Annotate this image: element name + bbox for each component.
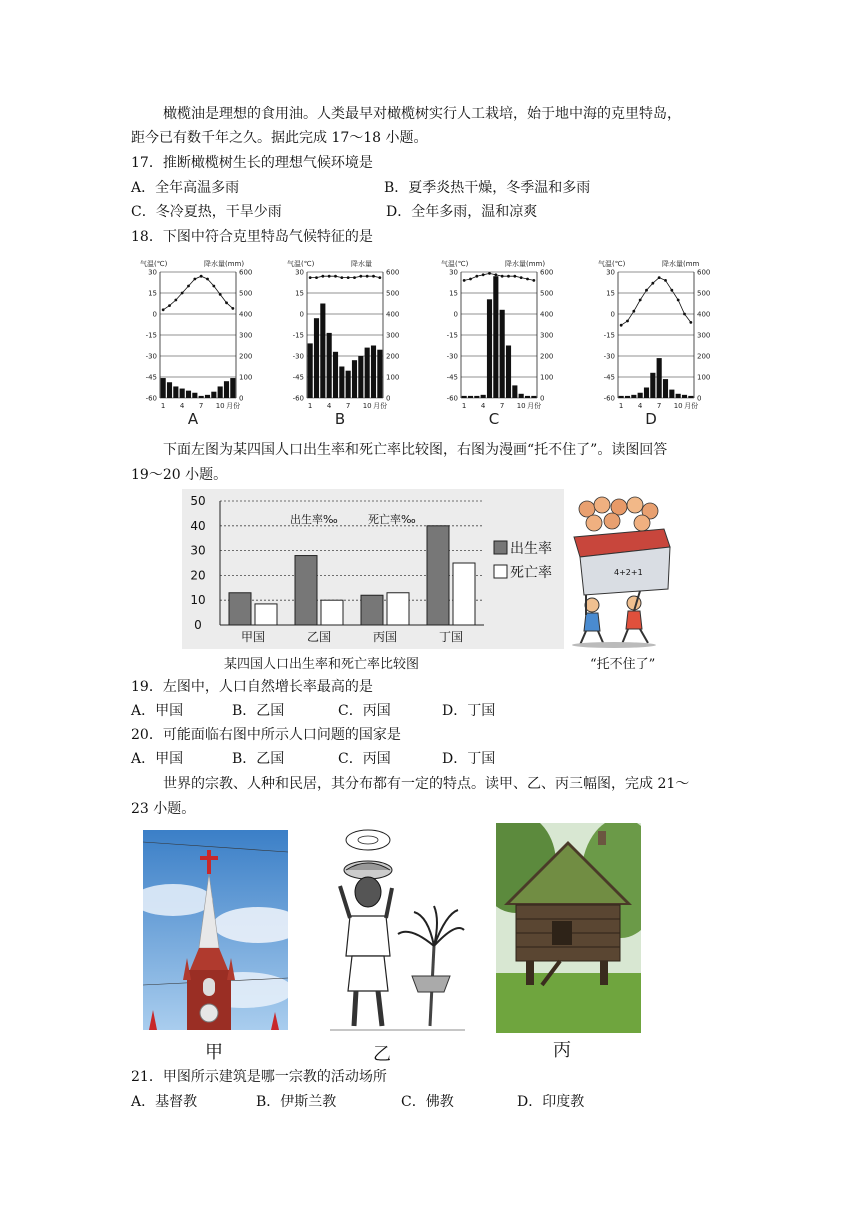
q19-stem: 19．左图中，人口自然增长率最高的是 — [131, 679, 373, 695]
precip-bar — [638, 393, 643, 398]
precip-tick: 300 — [697, 331, 711, 340]
photo-label-bing: 丙 — [553, 1040, 571, 1061]
precip-tick: 600 — [386, 268, 400, 277]
q21-option-b[interactable]: B．伊斯兰教 — [256, 1094, 337, 1110]
precip-bar — [333, 352, 338, 398]
temp-tick: -15 — [603, 331, 615, 340]
q20-option-d[interactable]: D．丁国 — [442, 751, 496, 767]
intro-19-20-line1: 下面左图为某四国人口出生率和死亡率比较图，右图为漫画“托不住了”。读图回答 — [163, 442, 668, 458]
temp-tick: 15 — [606, 289, 615, 298]
inline-label: 死亡率‰ — [368, 513, 416, 526]
month-tick: 1 — [160, 402, 166, 410]
intro-19-20-line2: 19～20 小题。 — [131, 467, 228, 483]
x-tick: 丙国 — [372, 630, 398, 644]
precip-tick: 600 — [697, 268, 711, 277]
precip-tick: 100 — [386, 373, 400, 382]
precip-tick: 600 — [239, 268, 253, 277]
precip-bar — [487, 299, 492, 398]
temp-tick: -15 — [145, 331, 157, 340]
month-unit: 月份 — [527, 402, 542, 410]
temp-tick: -30 — [603, 352, 615, 361]
overloaded-family-cartoon — [564, 489, 680, 649]
month-tick: 10 — [673, 402, 683, 410]
precip-bar — [525, 396, 530, 398]
intro-21-23-line1: 世界的宗教、人种和民居，其分布都有一定的特点。读甲、乙、丙三幅图，完成 21～ — [163, 776, 690, 792]
q18-stem: 18．下图中符合克里特岛气候特征的是 — [131, 229, 373, 245]
population-chart-panel — [182, 489, 680, 649]
temp-tick: -60 — [446, 394, 458, 403]
carrier-body — [584, 613, 600, 631]
temp-tick: -45 — [446, 373, 458, 382]
precip-bar — [320, 304, 325, 399]
precip-axis-label: 降水量(mm — [662, 260, 700, 268]
precip-bar — [663, 379, 668, 398]
q17-option-a[interactable]: A．全年高温多雨 — [131, 180, 240, 196]
precip-bar — [346, 371, 351, 398]
precip-tick: 300 — [540, 331, 554, 340]
precip-bar — [474, 396, 479, 398]
precip-bar — [531, 396, 536, 398]
q19-option-c[interactable]: C．丙国 — [338, 703, 391, 719]
q17-option-c[interactable]: C．冬冷夏热，干旱少雨 — [131, 204, 282, 220]
precip-bar — [625, 396, 630, 398]
intro-21-23-line2: 23 小题。 — [131, 801, 196, 817]
q20-option-c[interactable]: C．丙国 — [338, 751, 391, 767]
legend-label: 出生率 — [510, 541, 552, 557]
precip-tick: 500 — [386, 289, 400, 298]
precip-tick: 400 — [540, 310, 554, 319]
temp-tick: 30 — [295, 268, 304, 277]
month-tick: 4 — [179, 402, 185, 410]
y-tick: 30 — [190, 543, 206, 558]
month-tick: 10 — [362, 402, 372, 410]
month-tick: 10 — [215, 402, 225, 410]
family-head — [594, 497, 610, 513]
precip-bar — [161, 378, 166, 398]
month-tick: 7 — [345, 402, 351, 410]
precip-bar — [669, 390, 674, 398]
precip-bar — [468, 396, 473, 398]
african-woman-sketch — [330, 826, 465, 1036]
precip-tick: 500 — [697, 289, 711, 298]
precip-tick: 100 — [540, 373, 554, 382]
temp-tick: -15 — [292, 331, 304, 340]
precip-bar — [371, 346, 376, 399]
temp-tick: 30 — [148, 268, 157, 277]
q19-option-b[interactable]: B．乙国 — [232, 703, 285, 719]
precip-bar — [224, 381, 229, 398]
death-rate-bar — [453, 563, 475, 625]
precip-tick: 400 — [386, 310, 400, 319]
precip-bar — [462, 396, 467, 398]
carrier-body — [626, 611, 642, 629]
q20-option-b[interactable]: B．乙国 — [232, 751, 285, 767]
precip-tick: 400 — [239, 310, 253, 319]
x-tick: 乙国 — [306, 630, 332, 644]
temp-tick: -60 — [292, 394, 304, 403]
y-tick: 10 — [190, 593, 206, 608]
temp-tick: -45 — [145, 373, 157, 382]
month-tick: 7 — [656, 402, 662, 410]
q19-option-a[interactable]: A．甲国 — [131, 703, 184, 719]
precip-bar — [205, 395, 210, 398]
temp-tick: -30 — [145, 352, 157, 361]
month-tick: 4 — [480, 402, 486, 410]
precip-tick: 300 — [239, 331, 253, 340]
family-head — [634, 515, 650, 531]
precip-bar — [186, 391, 191, 398]
pop-chart-caption: 某四国人口出生率和死亡率比较图 — [224, 657, 420, 672]
precip-bar — [180, 389, 185, 398]
temp-tick: -30 — [446, 352, 458, 361]
precip-bar — [500, 310, 505, 398]
church-photo — [143, 830, 288, 1030]
precip-bar — [481, 395, 486, 398]
temp-line — [464, 273, 534, 280]
legend-swatch — [494, 565, 507, 578]
temp-tick: 15 — [449, 289, 458, 298]
y-tick: 20 — [190, 568, 206, 583]
precip-tick: 100 — [697, 373, 711, 382]
precip-tick: 500 — [540, 289, 554, 298]
temp-tick: -45 — [603, 373, 615, 382]
precip-axis-label: 降水量(mm) — [204, 260, 245, 268]
q21-stem: 21．甲图所示建筑是哪一宗教的活动场所 — [131, 1069, 387, 1085]
month-tick: 4 — [637, 402, 643, 410]
precip-bar — [365, 348, 370, 398]
precip-bar — [377, 350, 382, 398]
month-unit: 月份 — [373, 402, 388, 410]
precip-tick: 0 — [697, 394, 702, 403]
precip-bar — [619, 396, 624, 398]
temp-tick: 0 — [453, 310, 458, 319]
precip-bar — [192, 393, 197, 398]
temp-tick: 0 — [299, 310, 304, 319]
temp-tick: -60 — [145, 394, 157, 403]
precip-bar — [631, 395, 636, 398]
precip-bar — [327, 333, 332, 398]
month-unit: 月份 — [226, 402, 241, 410]
temp-tick: 30 — [449, 268, 458, 277]
precip-bar — [167, 382, 172, 398]
precip-bar — [650, 373, 655, 398]
precip-bar — [688, 396, 693, 398]
family-head — [611, 499, 627, 515]
q17-option-d[interactable]: D．全年多雨，温和凉爽 — [386, 204, 538, 220]
q19-option-d[interactable]: D．丁国 — [442, 703, 496, 719]
q21-option-c[interactable]: C．佛教 — [401, 1094, 454, 1110]
precip-bar — [358, 356, 363, 398]
y-tick: 0 — [194, 618, 202, 632]
q17-stem: 17．推断橄榄树生长的理想气候环境是 — [131, 155, 373, 171]
precip-bar — [230, 378, 235, 398]
precip-bar — [199, 396, 204, 398]
month-tick: 1 — [461, 402, 467, 410]
chart-letter: B — [334, 410, 346, 428]
temp-tick: 30 — [606, 268, 615, 277]
y-tick: 50 — [190, 494, 206, 508]
legend-label: 死亡率 — [510, 565, 552, 581]
chart-letter: A — [187, 410, 199, 428]
legend-swatch — [494, 541, 507, 554]
precip-tick: 600 — [540, 268, 554, 277]
temp-axis-label: 气温(℃) — [598, 260, 626, 268]
temp-axis-label: 气温(℃) — [287, 260, 315, 268]
carrier-head — [585, 598, 599, 612]
precip-bar — [657, 358, 662, 398]
chart-letter: D — [645, 410, 657, 428]
temp-tick: -15 — [446, 331, 458, 340]
q21-option-d[interactable]: D．印度教 — [517, 1094, 585, 1110]
chart-letter: C — [488, 410, 500, 428]
cartoon-sign: 4+2+1 — [614, 568, 643, 577]
precip-axis-label: 降水量 — [351, 260, 372, 268]
intro-17-18-line1: 橄榄油是理想的食用油。人类最早对橄榄树实行人工栽培，始于地中海的克里特岛， — [163, 106, 681, 122]
precip-tick: 300 — [386, 331, 400, 340]
cartoon-caption: “托不住了” — [590, 657, 656, 672]
q20-stem: 20．可能面临右图中所示人口问题的国家是 — [131, 727, 401, 743]
precip-tick: 200 — [239, 352, 253, 361]
climate-chart-c[interactable] — [439, 258, 589, 430]
climate-chart-b[interactable] — [285, 258, 435, 430]
temp-line — [310, 276, 380, 277]
population-bar-chart — [182, 489, 680, 649]
precip-tick: 0 — [239, 394, 244, 403]
death-rate-bar — [255, 604, 277, 625]
precip-bar — [506, 346, 511, 399]
x-tick: 丁国 — [438, 630, 464, 644]
q17-option-b[interactable]: B．夏季炎热干燥，冬季温和多雨 — [384, 180, 591, 196]
temp-tick: 15 — [148, 289, 157, 298]
wooden-house-photo — [496, 823, 641, 1033]
precip-tick: 200 — [697, 352, 711, 361]
month-tick: 7 — [499, 402, 505, 410]
precip-bar — [339, 367, 344, 399]
month-tick: 1 — [307, 402, 313, 410]
precip-tick: 400 — [697, 310, 711, 319]
precip-bar — [493, 276, 498, 398]
precip-bar — [314, 318, 319, 398]
temp-tick: 0 — [152, 310, 157, 319]
month-tick: 1 — [618, 402, 624, 410]
precip-bar — [211, 392, 216, 398]
climate-chart-d[interactable] — [596, 258, 746, 430]
x-tick: 甲国 — [240, 630, 266, 644]
precip-tick: 500 — [239, 289, 253, 298]
precip-bar — [519, 394, 524, 398]
family-head — [586, 515, 602, 531]
precip-bar — [512, 385, 517, 398]
precip-bar — [173, 386, 178, 398]
q21-option-a[interactable]: A．基督教 — [131, 1094, 198, 1110]
precip-bar — [676, 394, 681, 398]
precip-bar — [308, 343, 313, 398]
temp-tick: 0 — [610, 310, 615, 319]
precip-tick: 200 — [540, 352, 554, 361]
precip-tick: 200 — [386, 352, 400, 361]
family-head — [627, 497, 643, 513]
birth-rate-bar — [295, 556, 317, 625]
temp-axis-label: 气温(℃) — [140, 260, 168, 268]
precip-tick: 0 — [386, 394, 391, 403]
photo-label-yi: 乙 — [373, 1044, 391, 1065]
climate-chart-a[interactable] — [138, 258, 288, 430]
precip-bar — [644, 388, 649, 399]
family-head — [604, 513, 620, 529]
temp-axis-label: 气温(℃) — [441, 260, 469, 268]
precip-bar — [352, 360, 357, 398]
y-tick: 40 — [190, 518, 206, 533]
ground-shadow — [572, 642, 656, 648]
month-tick: 10 — [516, 402, 526, 410]
precip-bar — [218, 386, 223, 398]
q20-option-a[interactable]: A．甲国 — [131, 751, 184, 767]
month-tick: 4 — [326, 402, 332, 410]
photo-label-jia: 甲 — [205, 1042, 223, 1063]
precip-tick: 100 — [239, 373, 253, 382]
precip-axis-label: 降水量(mm) — [505, 260, 546, 268]
temp-line — [621, 278, 691, 326]
intro-17-18-line2: 距今已有数千年之久。据此完成 17～18 小题。 — [131, 130, 428, 146]
precip-bar — [682, 395, 687, 398]
temp-tick: -60 — [603, 394, 615, 403]
death-rate-bar — [321, 600, 343, 625]
birth-rate-bar — [427, 526, 449, 625]
month-tick: 7 — [198, 402, 204, 410]
birth-rate-bar — [229, 593, 251, 625]
family-head — [579, 501, 595, 517]
death-rate-bar — [387, 593, 409, 625]
precip-tick: 0 — [540, 394, 545, 403]
inline-label: 出生率‰ — [290, 513, 338, 526]
month-unit: 月份 — [684, 402, 699, 410]
temp-tick: -30 — [292, 352, 304, 361]
temp-tick: -45 — [292, 373, 304, 382]
temp-tick: 15 — [295, 289, 304, 298]
birth-rate-bar — [361, 595, 383, 625]
